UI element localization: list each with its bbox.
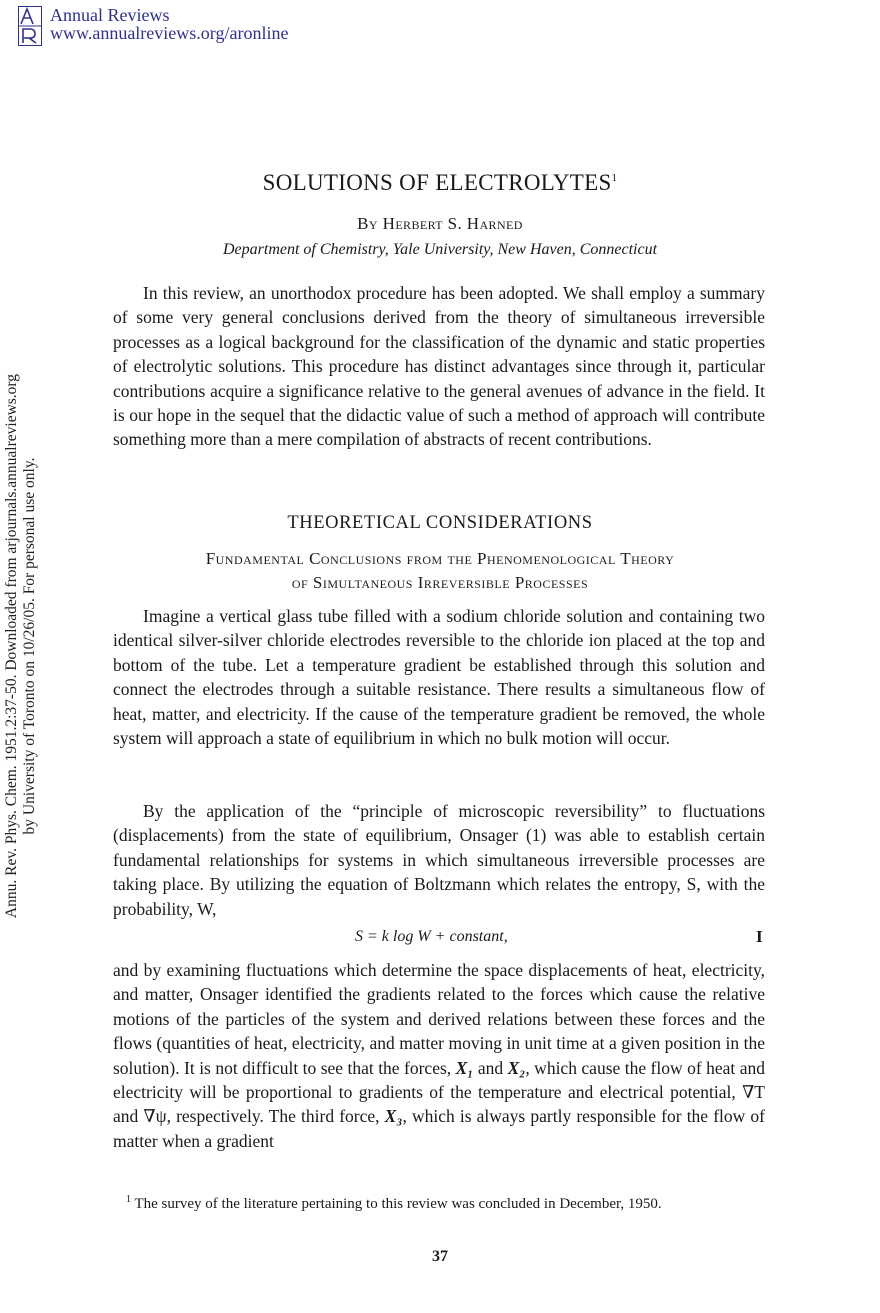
title-text: SOLUTIONS OF ELECTROLYTES <box>262 170 612 195</box>
author-prefix: By <box>357 214 378 233</box>
annual-reviews-logo <box>18 6 42 46</box>
force-x3: X₃ <box>384 1106 403 1127</box>
footnote-mark: 1 <box>126 1194 131 1205</box>
force-x1: X₁ <box>455 1057 474 1078</box>
title-footnote-mark: 1 <box>611 172 618 184</box>
forces-text-3: , which cause the flow of heat and electricity will be proportional to gradients of the temperature and electrical potential, ∇T and ∇ψ, respectively. The third force, <box>113 1057 765 1127</box>
publisher-url-link[interactable]: www.annualreviews.org/aronline <box>50 23 289 43</box>
author-affiliation: Department of Chemistry, Yale University, New Haven, Connecticut <box>222 241 658 258</box>
body-paragraph-forces <box>113 958 765 1153</box>
side-note-line-2: by University of Toronto on 10/26/05. For personal use only. <box>21 457 38 835</box>
section-heading: THEORETICAL CONSIDERATIONS <box>287 513 593 533</box>
side-note-line-1: Annu. Rev. Phys. Chem. 1951.2:37-50. Downloaded from arjournals.annualreviews.org <box>3 373 20 919</box>
footnote <box>116 1190 766 1214</box>
footnote-text: The survey of the literature pertaining to this review was concluded in December, 1950. <box>131 1196 662 1212</box>
intro-paragraph: In this review, an unorthodox procedure has been adopted. We shall employ a summary of some very general conclusions derived from the theory of simultaneous irreversible processes as a logical background for the classification of the dynamic and static properties of electrolytic solutions. This procedure has distinct advantages since through it, particular contributions acquire a significance relative to the general avenues of advance in the field. It is our hope in the sequel that the didactic value of such a method of approach will contribute something more than a mere compilation of abstracts of recent contributions. <box>113 283 765 450</box>
force-x2: X₂ <box>507 1057 526 1078</box>
forces-text-4: , which is always partly responsible for the flow of matter when a gradient <box>113 1106 765 1151</box>
subsection-heading-line-2: of Simultaneous Irreversible Processes <box>291 573 589 592</box>
page-number: 37 <box>432 1248 448 1265</box>
author-line <box>0 214 880 234</box>
article-title <box>0 170 880 196</box>
forces-text-2: and <box>473 1057 508 1078</box>
equation-number: I <box>756 927 763 946</box>
publisher-name[interactable]: Annual Reviews <box>50 5 170 25</box>
forces-text-1: and by examining fluctuations which determine the space displacements of heat, electricity, and matter, Onsager identified the gradients related to the forces which cause the relative motions of the particles of the system and derived relations between these forces and the flows (quantities of heat, electricity, and matter moving in unit time at a given position in the solution). It is not difficult to see that the forces, <box>113 960 765 1078</box>
boltzmann-equation: S = k log W + constant, <box>355 928 508 945</box>
body-paragraph-tube: Imagine a vertical glass tube filled with a sodium chloride solution and containing two identical silver-silver chloride electrodes reversible to the chloride ion placed at the top and bottom of the tube. Let a temperature gradient be established through this solution and connect the electrodes through a suitable resistance. There results a simultaneous flow of heat, matter, and electricity. If the cause of the temperature gradient be removed, the whole system will approach a state of equilibrium in which no bulk motion will occur. <box>113 606 765 749</box>
author-name: Herbert S. Harned <box>382 214 523 233</box>
body-paragraph-onsager: By the application of the “principle of microscopic reversibility” to fluctuations (displacements) from the state of equilibrium, Onsager (1) was able to establish certain fundamental relationships for systems in which simultaneous irreversible processes are taking place. By utilizing the equation of Boltzmann which relates the entropy, S, with the probability, W, <box>113 801 765 919</box>
download-side-note <box>3 346 43 946</box>
subsection-heading-line-1: Fundamental Conclusions from the Phenomenological Theory <box>205 549 675 568</box>
